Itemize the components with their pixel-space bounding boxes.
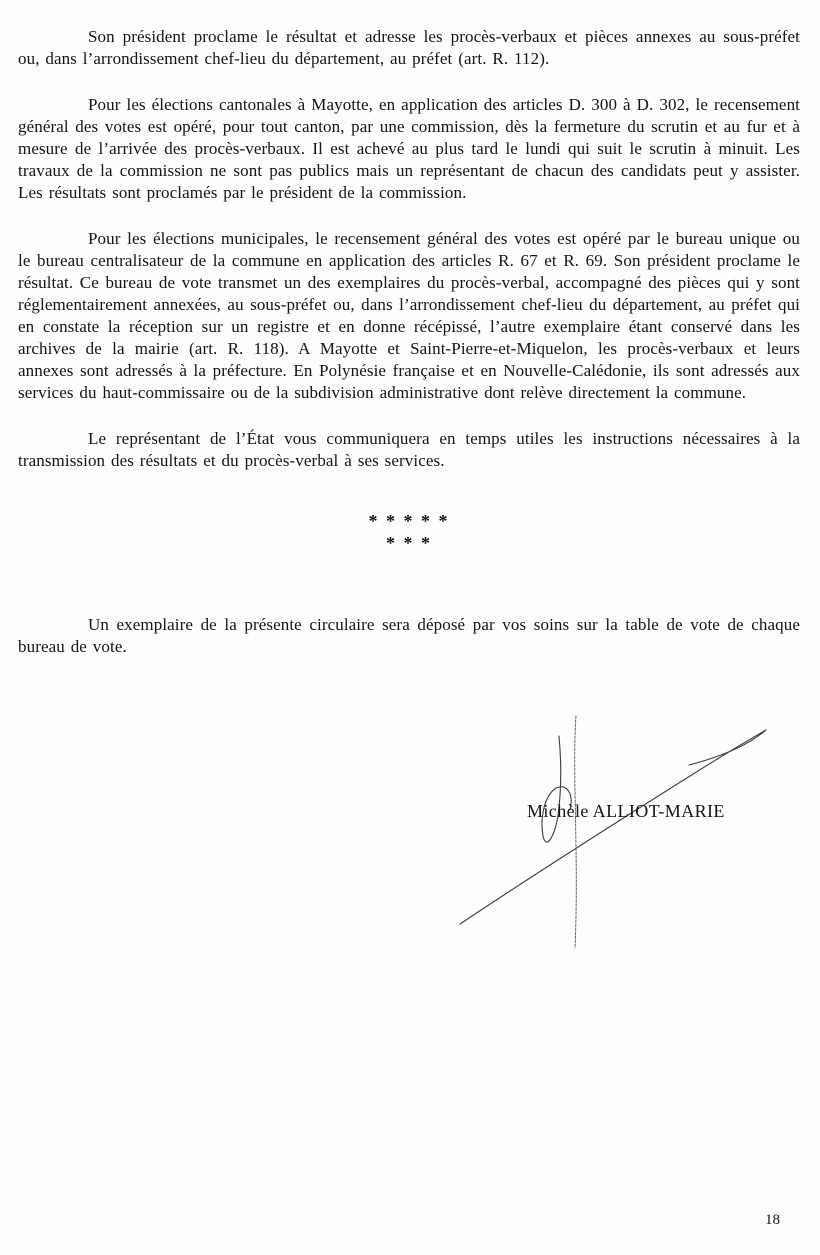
stars-separator	[18, 510, 800, 554]
paragraph-elections-municipales: Pour les élections municipales, le recensement général des votes est opéré par le bureau unique ou le bureau centralisateur de la commune en application des articles R. 67 et R. 69. Son président proclame le résultat. Ce bureau de vote transmet un des exemplaires du procès-verbal, accompagné des pièces qui y sont réglementairement annexées, au sous-préfet ou, dans l’arrondissement chef-lieu du département, au préfet qui en constate la réception sur un registre et en donne récépissé, l’autre exemplaire étant conservé dans les archives de la mairie (art. R. 118). A Mayotte et Saint-Pierre-et-Miquelon, les procès-verbaux et leurs annexes sont adressés à la préfecture. En Polynésie française et en Nouvelle-Calédonie, ils sont adressés aux services du haut-commissaire ou de la subdivision administrative dont relève directement la commune.	[18, 229, 800, 402]
paragraph-exemplaire-circulaire: Un exemplaire de la présente circulaire sera déposé par vos soins sur la table de vote de chaque bureau de vote.	[18, 615, 800, 656]
signature-name: Michèle ALLIOT-MARIE	[527, 801, 725, 821]
stars-line-2: * * *	[386, 533, 432, 553]
text-column	[18, 26, 800, 682]
paragraph-proclamation-resultat: Son président proclame le résultat et adresse les procès-verbaux et pièces annexes au sous-préfet ou, dans l’arrondissement chef-lieu du département, au préfet (art. R. 112).	[18, 27, 800, 68]
page-number: 18	[765, 1212, 780, 1228]
signature-block	[440, 698, 800, 963]
stars-line-1: * * * * *	[368, 511, 450, 531]
paragraph-representant-etat: Le représentant de l’État vous communiquera en temps utiles les instructions nécessaires à la transmission des résultats et du procès-verbal à ses services.	[18, 429, 800, 470]
handwritten-signature-icon	[440, 698, 800, 963]
paragraph-elections-cantonales-mayotte: Pour les élections cantonales à Mayotte, en application des articles D. 300 à D. 302, le recensement général des votes est opéré, pour tout canton, par une commission, dès la fermeture du scrutin et au fur et à mesure de l’arrivée des procès-verbaux. Il est achevé au plus tard le lundi qui suit le scrutin à minuit. Les travaux de la commission ne sont pas publics mais un représentant de chacun des candidats peut y assister. Les résultats sont proclamés par le président de la commission.	[18, 95, 800, 202]
